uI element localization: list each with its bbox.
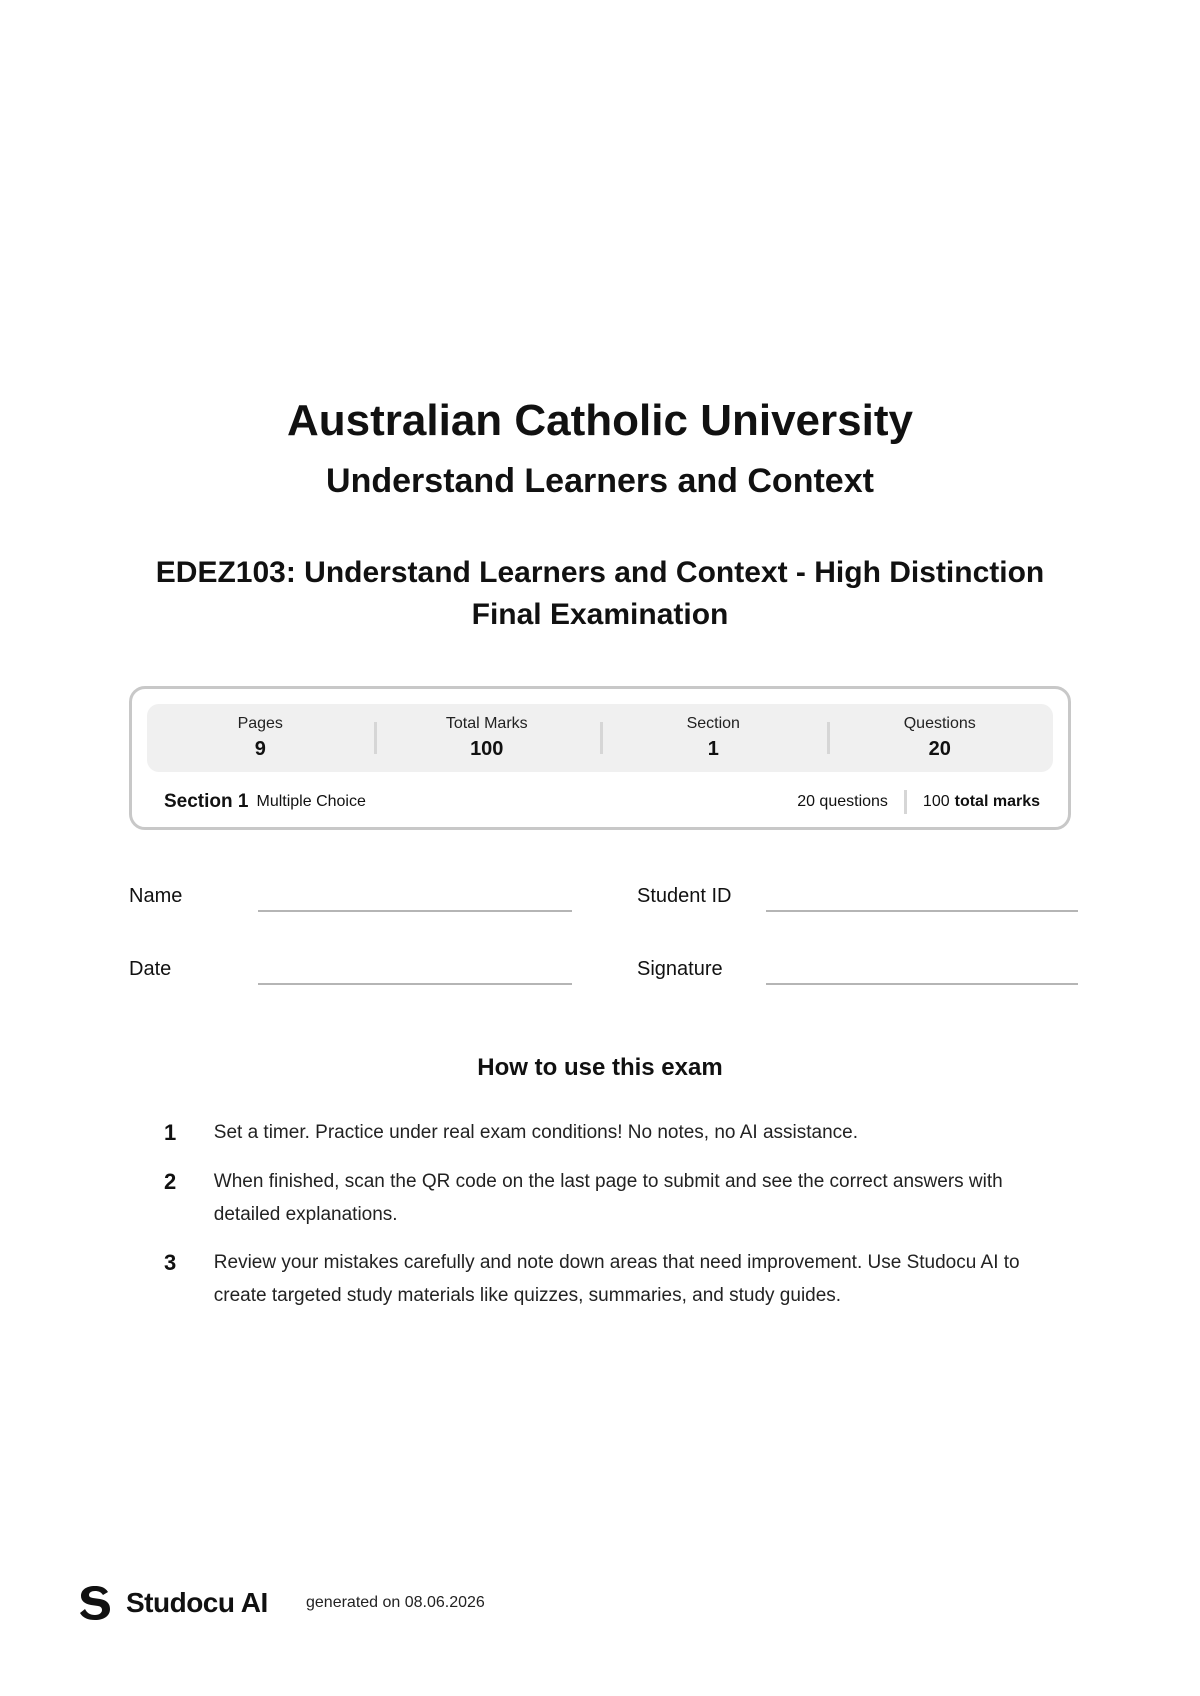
exam-info-box xyxy=(129,686,1071,830)
date-field[interactable] xyxy=(258,983,572,985)
exam-title-line-1: EDEZ103: Understand Learners and Context - High Distinction xyxy=(155,556,1045,589)
stat-pages xyxy=(147,704,374,772)
stat-questions xyxy=(827,704,1054,772)
stat-value: 9 xyxy=(254,738,266,760)
step-text: When finished, scan the QR code on the last page to submit and see the correct answers with detailed explanations. xyxy=(213,1171,1003,1225)
stat-total-marks xyxy=(374,704,601,772)
step-number: 1 xyxy=(164,1120,177,1145)
step-text: Review your mistakes carefully and note down areas that need improvement. Use Studocu AI to create targeted study materials like quizzes, summaries, and study guides. xyxy=(213,1252,1020,1306)
instruction-step xyxy=(160,1165,1060,1231)
student-id-label: Student ID xyxy=(637,885,732,907)
signature-field[interactable] xyxy=(766,983,1078,985)
brand-name: Studocu AI xyxy=(126,1587,268,1618)
step-number: 2 xyxy=(164,1169,177,1194)
stat-value: 20 xyxy=(928,738,951,760)
course-name: Understand Learners and Context xyxy=(326,462,874,500)
stat-label: Section xyxy=(686,715,740,732)
exam-title-line-2: Final Examination xyxy=(471,598,729,631)
instructions-title: How to use this exam xyxy=(477,1054,723,1081)
stat-label: Questions xyxy=(903,715,976,732)
stat-value: 100 xyxy=(470,738,504,760)
stat-value: 1 xyxy=(707,738,719,760)
step-number: 3 xyxy=(164,1250,177,1275)
generated-date: generated on 08.06.2026 xyxy=(306,1594,485,1611)
section-totals xyxy=(797,790,1040,814)
signature-label: Signature xyxy=(637,958,723,980)
date-label: Date xyxy=(129,958,172,980)
section-question-count: 20 questions xyxy=(797,793,888,810)
section-summary xyxy=(164,790,1040,814)
stat-label: Pages xyxy=(237,715,283,732)
student-id-field[interactable] xyxy=(766,910,1078,912)
exam-stats xyxy=(147,704,1053,772)
section-marks-number: 100 xyxy=(922,793,950,810)
section-divider xyxy=(904,790,907,814)
exam-title xyxy=(110,552,1090,636)
section-name: Section 1 xyxy=(164,791,249,812)
name-field[interactable] xyxy=(258,910,572,912)
stat-label: Total Marks xyxy=(445,715,528,732)
name-label: Name xyxy=(129,885,183,907)
section-type: Multiple Choice xyxy=(256,793,366,810)
section-marks-word: total marks xyxy=(954,793,1040,810)
studocu-logo-icon xyxy=(78,1585,114,1621)
stat-section xyxy=(600,704,827,772)
step-text: Set a timer. Practice under real exam conditions! No notes, no AI assistance. xyxy=(213,1122,858,1143)
instruction-step xyxy=(160,1246,1060,1312)
instruction-step xyxy=(160,1116,1060,1149)
university-name: Australian Catholic University xyxy=(287,396,913,445)
